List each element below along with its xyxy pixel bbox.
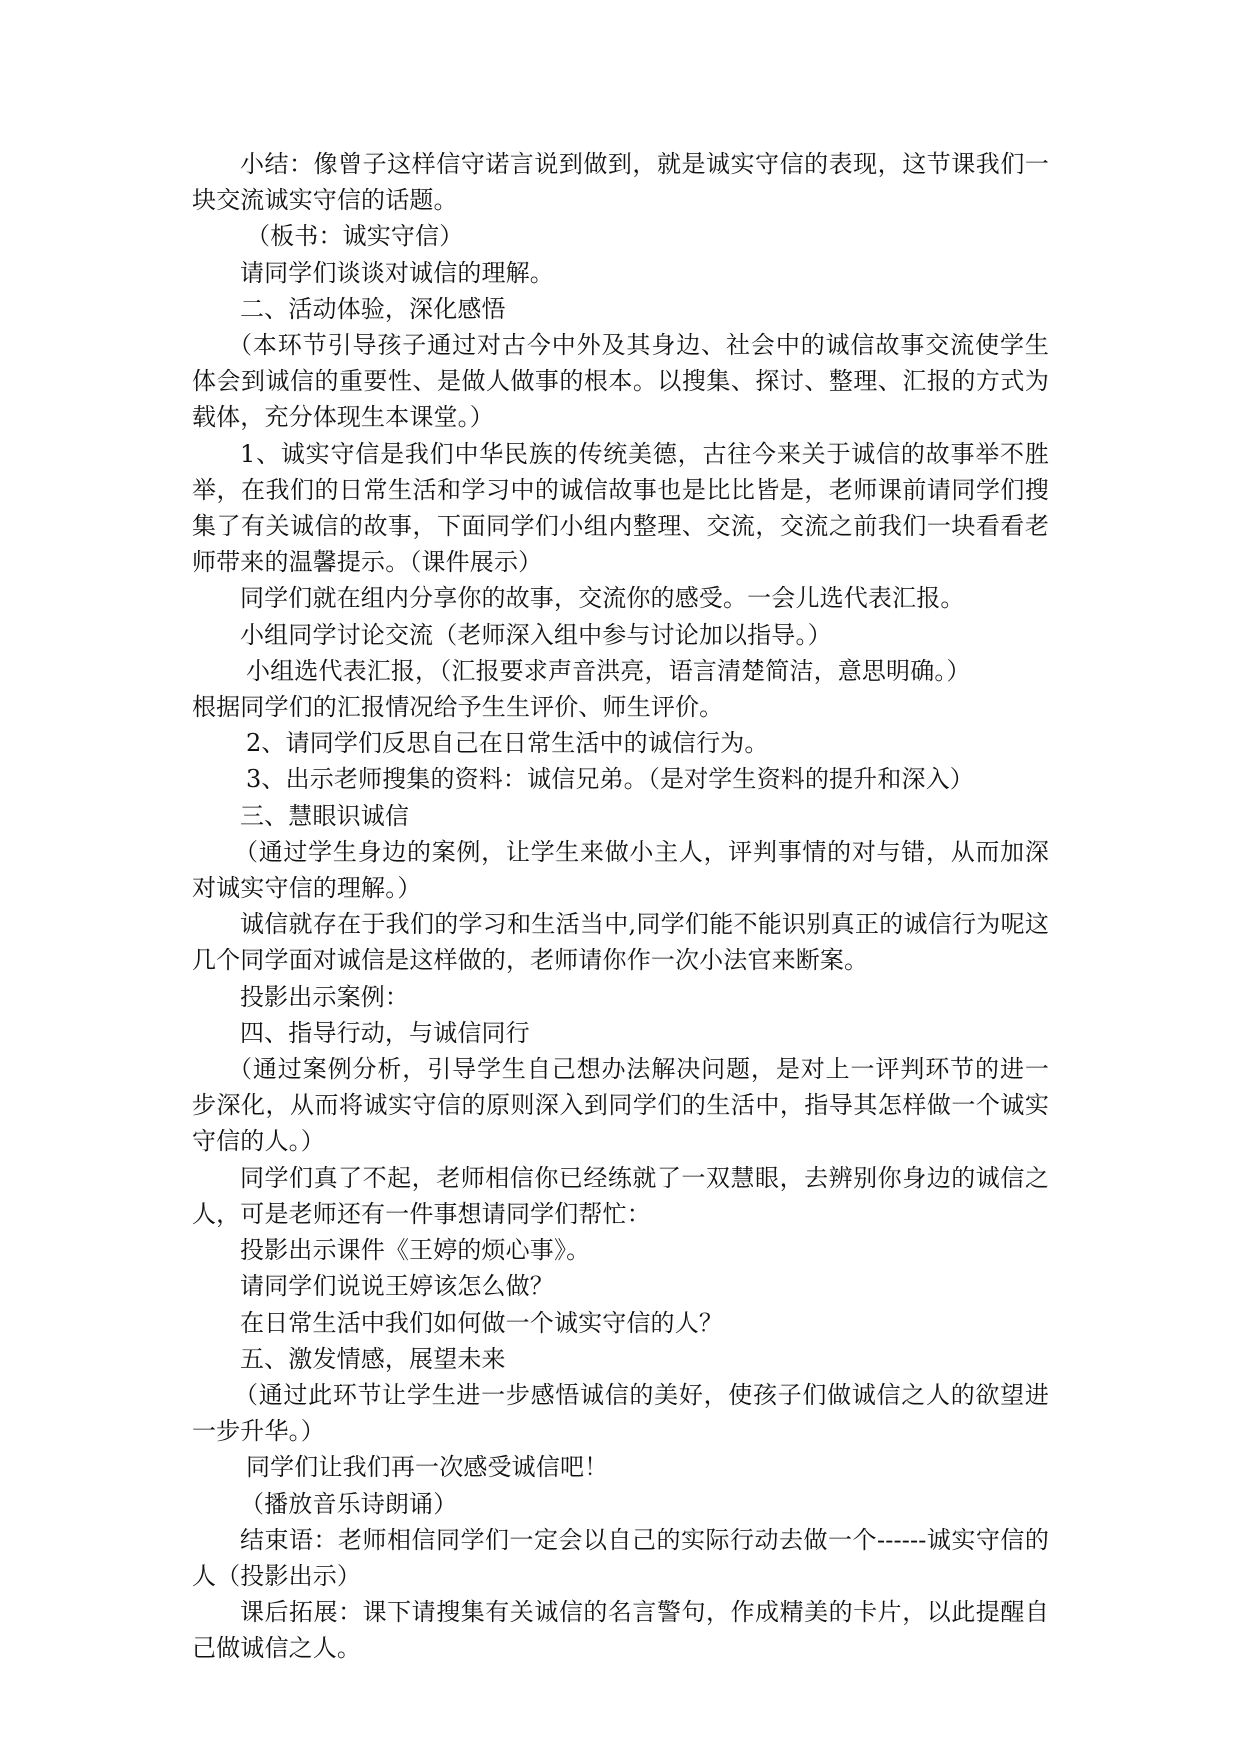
section-4-heading: 四、指导行动，与诚信同行 bbox=[240, 1018, 530, 1047]
paragraph-discuss-prompt: 请同学们谈谈对诚信的理解。 bbox=[240, 258, 554, 287]
paragraph-poem-reading: （播放音乐诗朗诵） bbox=[240, 1489, 458, 1518]
paragraph-item-1: 1、诚实守信是我们中华民族的传统美德，古往今来关于诚信的故事举不胜举，在我们的日常生活和学习中的诚信故事也是比比皆是，老师课前请同学们搜集了有关诚信的故事，下面同学们小组内整理、交流，交流之前我们一块看看老师带来的温馨提示。（课件展示） bbox=[192, 439, 1049, 577]
paragraph-summary: 小结：像曾子这样信守诺言说到做到，就是诚实守信的表现，这节课我们一块交流诚实守信的话题。 bbox=[192, 150, 1049, 215]
paragraph-show-cases: 投影出示案例： bbox=[240, 982, 410, 1011]
paragraph-section-5-note: （通过此环节让学生进一步感悟诚信的美好，使孩子们做诚信之人的欲望进一步升华。） bbox=[192, 1380, 1049, 1446]
section-5-heading: 五、激发情感，展望未来 bbox=[240, 1344, 506, 1373]
paragraph-share-story: 同学们就在组内分享你的故事，交流你的感受。一会儿选代表汇报。 bbox=[240, 584, 965, 613]
paragraph-closing: 结束语：老师相信同学们一定会以自己的实际行动去做一个------诚实守信的人（投影出示） bbox=[192, 1525, 1049, 1590]
paragraph-extension: 课后拓展：课下请搜集有关诚信的名言警句，作成精美的卡片，以此提醒自己做诚信之人。 bbox=[192, 1598, 1049, 1663]
paragraph-evaluation: 根据同学们的汇报情况给予生生评价、师生评价。 bbox=[192, 693, 724, 722]
paragraph-group-discuss: 小组同学讨论交流（老师深入组中参与讨论加以指导。） bbox=[240, 620, 832, 649]
paragraph-section-3-body: 诚信就存在于我们的学习和生活当中,同学们能不能识别真正的诚信行为呢这几个同学面对诚信是这样做的，老师请你作一次小法官来断案。 bbox=[192, 910, 1049, 975]
paragraph-show-courseware: 投影出示课件《王婷的烦心事》。 bbox=[240, 1236, 591, 1265]
paragraph-section-4-note: （通过案例分析，引导学生自己想办法解决问题，是对上一评判环节的进一步深化，从而将诚实守信的原则深入到同学们的生活中，指导其怎样做一个诚实守信的人。） bbox=[192, 1055, 1049, 1156]
paragraph-ask-daily: 在日常生活中我们如何做一个诚实守信的人？ bbox=[240, 1308, 723, 1337]
paragraph-item-3: 3、出示老师搜集的资料：诚信兄弟。（是对学生资料的提升和深入） bbox=[246, 765, 974, 794]
paragraph-section-3-note: （通过学生身边的案例，让学生来做小主人，评判事情的对与错，从而加深对诚实守信的理解。） bbox=[192, 837, 1049, 903]
paragraph-group-report: 小组选代表汇报，（汇报要求声音洪亮，语言清楚简洁，意思明确。） bbox=[246, 656, 971, 685]
paragraph-section-4-body: 同学们真了不起，老师相信你已经练就了一双慧眼，去辨别你身边的诚信之人，可是老师还有一件事想请同学们帮忙： bbox=[192, 1163, 1049, 1228]
section-3-heading: 三、慧眼识诚信 bbox=[240, 801, 410, 830]
paragraph-item-2: 2、请同学们反思自己在日常生活中的诚信行为。 bbox=[246, 729, 769, 758]
paragraph-section-2-note: （本环节引导孩子通过对古今中外及其身边、社会中的诚信故事交流使学生体会到诚信的重要性、是做人做事的根本。以搜集、探讨、整理、汇报的方式为载体，充分体现生本课堂。） bbox=[192, 331, 1049, 432]
paragraph-feel-again: 同学们让我们再一次感受诚信吧！ bbox=[246, 1453, 609, 1482]
paragraph-board-note: （板书：诚实守信） bbox=[246, 222, 464, 251]
section-2-heading: 二、活动体验，深化感悟 bbox=[240, 294, 506, 323]
document-body bbox=[192, 146, 1049, 1667]
paragraph-ask-wangting: 请同学们说说王婷该怎么做？ bbox=[240, 1272, 554, 1301]
